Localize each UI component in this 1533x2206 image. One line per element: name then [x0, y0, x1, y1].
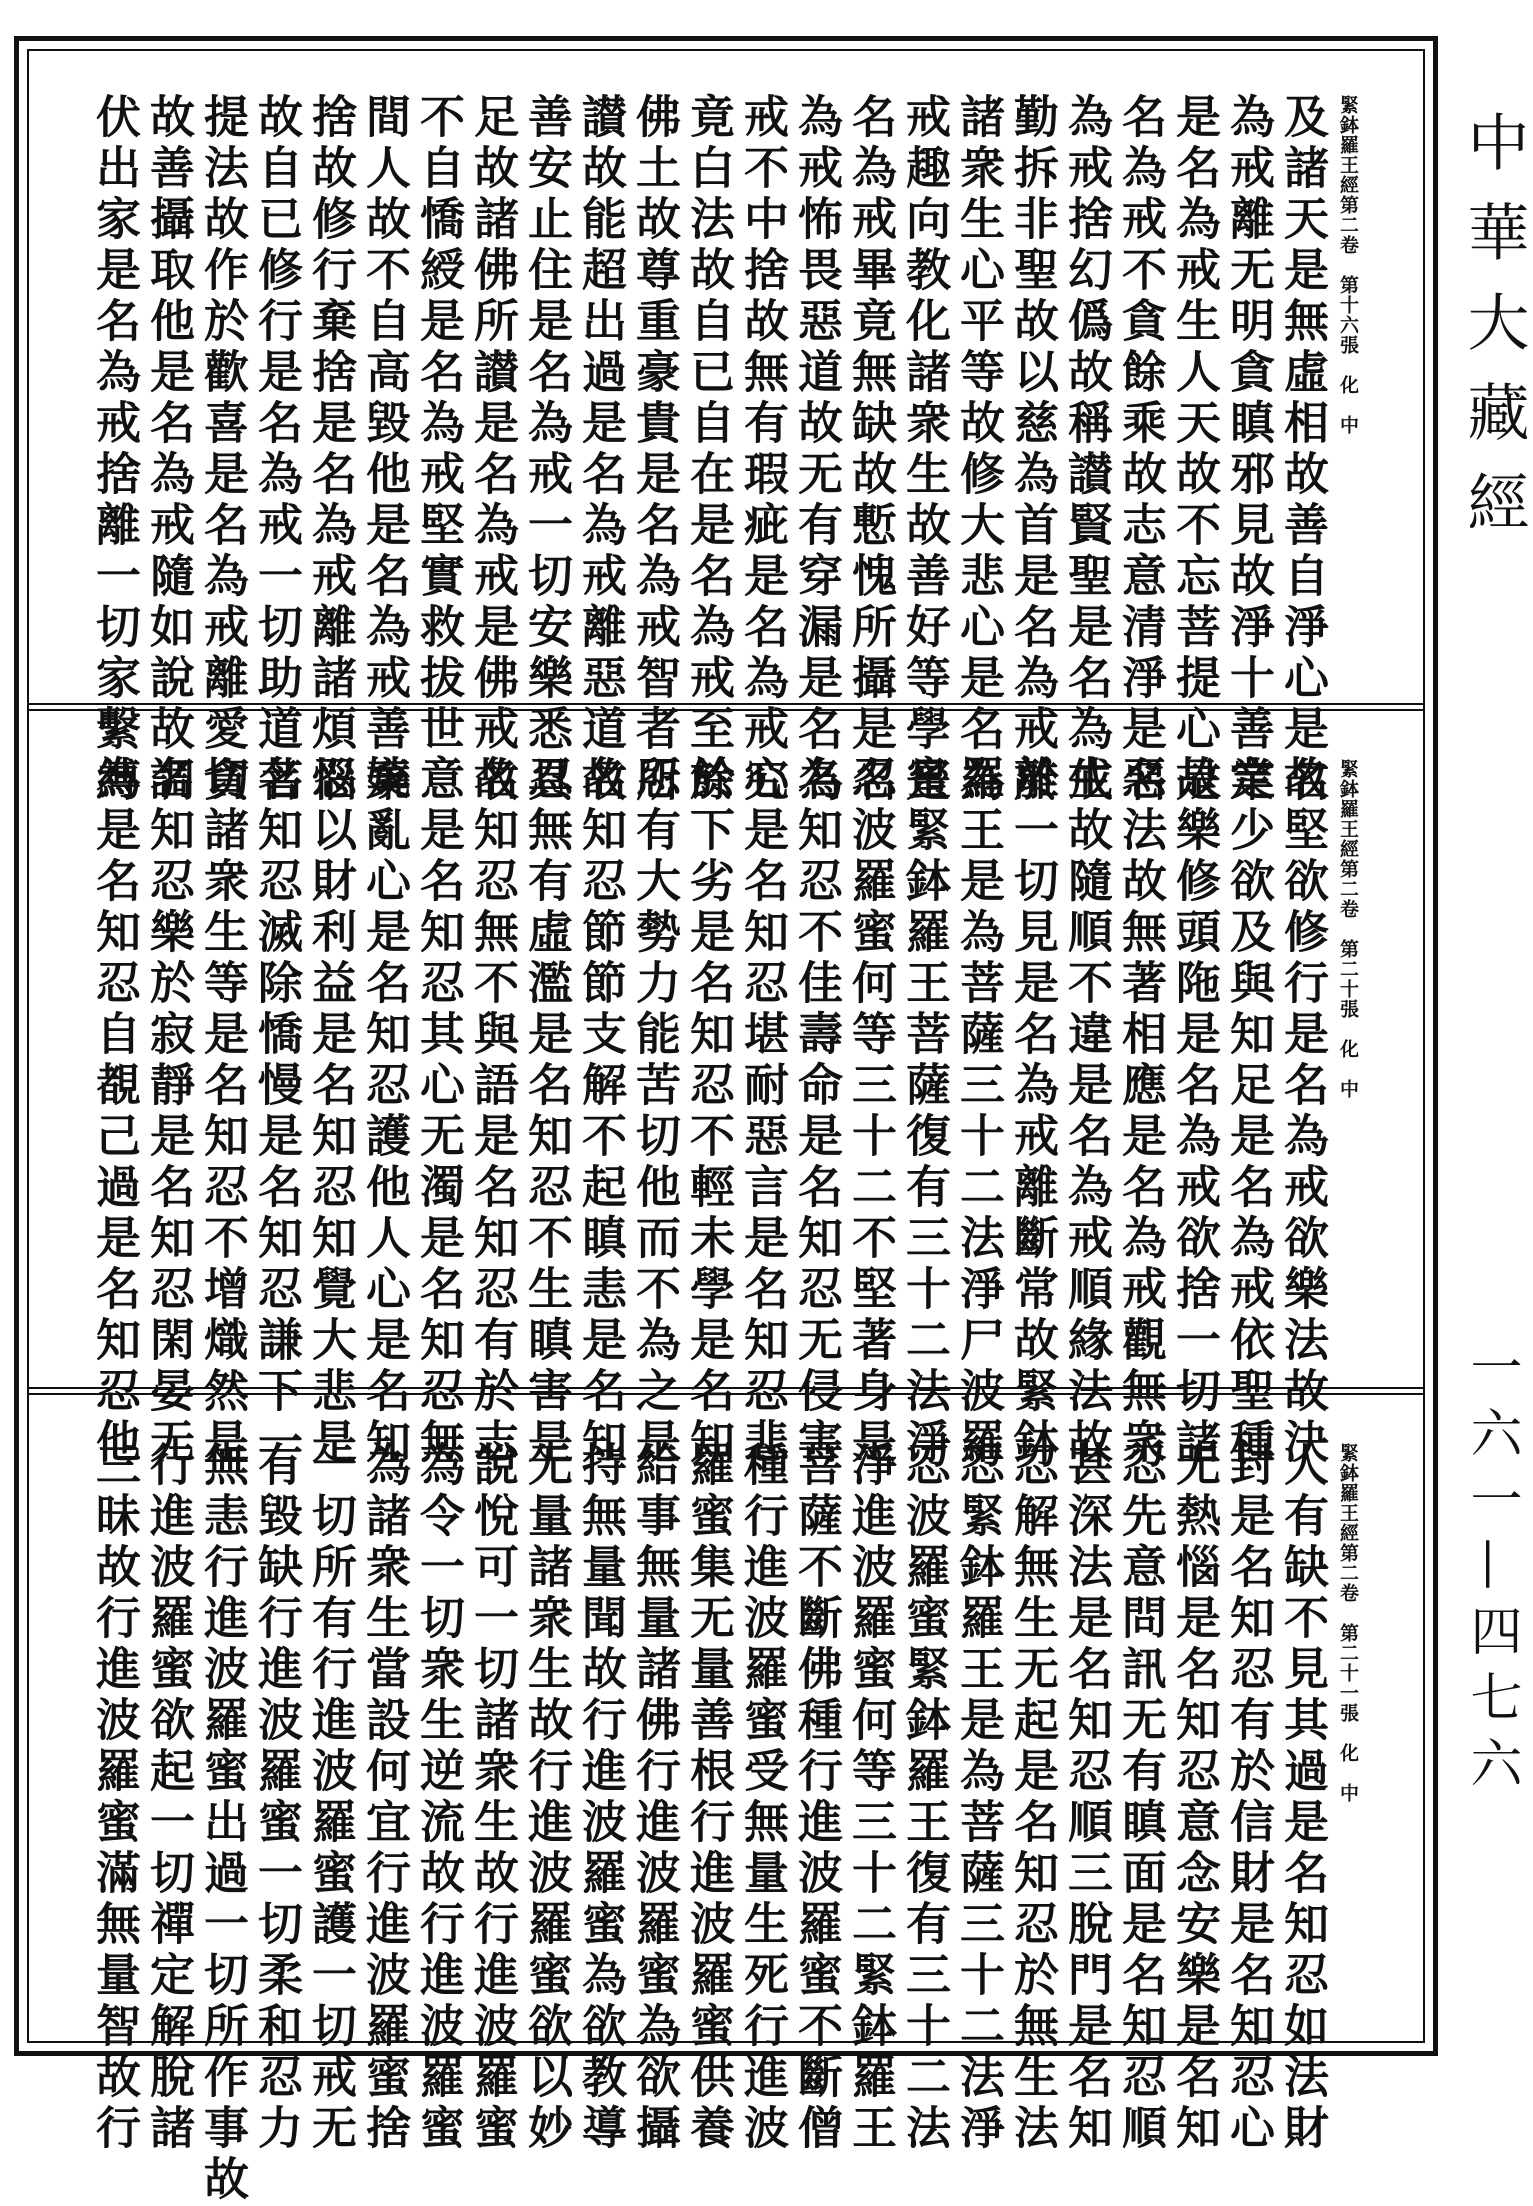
text-column: 蜜緊鉢羅王菩薩復有三十二法淨 [898, 755, 951, 1469]
panel-header-1: 緊鉢羅王經第二卷 第十六張 化 中 [1337, 95, 1359, 435]
text-panel-2 [88, 755, 1329, 1469]
text-column: 忍有大勢力能苦切他而不為之是 [628, 755, 681, 1469]
text-column: 生故隨順不違是名為戒順緣法故 [1060, 755, 1113, 1469]
text-column: 忍無有虛濫是名知忍不生瞋害是 [520, 755, 573, 1469]
text-column: 於下劣是名知忍不輕未學是名知 [682, 755, 735, 1469]
text-column: 竟白法故自已自在是名為戒至餘 [682, 93, 735, 807]
text-column: 惡法故無著相應是名為戒觀無衆 [1114, 755, 1167, 1469]
text-column: 善安止住是名為戒一切安樂悉具 [520, 93, 573, 807]
text-column: 讃故能超出過是名為戒離惡道故 [574, 93, 627, 807]
text-column: 名知忍節節支解不起瞋恚是名知 [574, 755, 627, 1469]
text-column: 戒不中捨故無有瑕疵是名為戒究 [736, 93, 789, 807]
text-column: 名知忍不佳壽命是名知忍无侵害 [790, 755, 843, 1469]
text-column: 一切所有行進波羅蜜護一切戒无 [304, 1441, 357, 2155]
text-column: 忍緊鉢羅王是為菩薩三十二法淨 [952, 1441, 1005, 2155]
text-column: 忍先意問訊无有瞋面是名知忍順 [1114, 1441, 1167, 2155]
text-column: 提法故作於歡喜是名為戒離愛貪 [196, 93, 249, 807]
text-column: 忍解無生无起是名知忍於無生法 [1006, 1441, 1059, 2155]
text-column: 人有缺不見其過是名知忍如法財 [1276, 1441, 1329, 2155]
text-column: 持無量聞故行進波羅蜜為欲教導 [574, 1441, 627, 2155]
column-group-3 [88, 1441, 1329, 2206]
page-inner-border [27, 49, 1425, 2206]
text-column: 名為戒畢竟無缺故慙愧所攝是名 [844, 93, 897, 807]
text-column: 故善攝取他是名為戒隨如說故調 [142, 93, 195, 807]
text-column: 伏出家是名為戒捨離一切家繫縛 [88, 93, 141, 807]
text-column: 足故諸佛所讃是名為戒是佛戒故 [466, 93, 519, 807]
text-column: 无熱惱是名知忍意念安樂是名知 [1168, 1441, 1221, 2155]
text-column: 為戒離无明貪瞋邪見故淨十善業 [1222, 93, 1275, 807]
text-column: 忍波羅蜜緊鉢羅王復有三十二法 [898, 1441, 951, 2155]
text-column: 佛土故尊重豪貴是名為戒智者所 [628, 93, 681, 807]
text-column: 為戒怖畏惡道故无有穿漏是名為 [790, 93, 843, 807]
text-column: 為戒捨幻僞故稱讃賢聖是名為戒 [1060, 93, 1113, 807]
text-column: 忍以財利益是名知忍知覺大悲是 [304, 755, 357, 1469]
text-column: 淨進波羅蜜何等三十二緊鉢羅王 [844, 1441, 897, 2155]
text-column: 有毀缺行進波羅蜜一切柔和忍力 [250, 1441, 303, 2155]
text-column: 無恚行進波羅蜜出過一切所作事故 [196, 1441, 249, 2206]
text-column: 捨故修行棄捨是名為戒離諸煩惱 [304, 93, 357, 807]
text-column: 嬈亂心是名知忍護他人心是名知 [358, 755, 411, 1469]
text-column: 菩薩不斷佛種行進波羅蜜不斷僧 [790, 1441, 843, 2155]
text-column: 不自憍綬是名為戒堅實救拔世 [412, 93, 465, 756]
text-column: 離一切見是名為戒離斷常故緊鉢 [1006, 755, 1059, 1469]
page-number: 一六一—四七六 [1461, 1340, 1521, 1802]
text-column: 為諸衆生當設何宜行進波羅蜜捨 [358, 1441, 411, 2155]
text-column: 故堅欲修行是名為戒欲樂法故決 [1276, 755, 1329, 1469]
text-column: 說悅可一切諸衆生故行進波羅蜜 [466, 1441, 519, 2155]
text-column: 故樂修頭陁是名為戒欲捨一切諸 [1168, 755, 1221, 1469]
text-column: 封是名知忍有於信財是名知忍心 [1222, 1441, 1275, 2155]
text-column: 羅蜜集无量善根行進波羅蜜供養 [682, 1441, 735, 2155]
text-column: 名知忍無不與語是名知忍有於志 [466, 755, 519, 1469]
text-column: 故自已修行是名為戒一切助道菩 [250, 93, 303, 807]
text-column: 无量諸衆生故行進波羅蜜欲以妙 [520, 1441, 573, 2155]
text-column: 意是名知忍其心无濁是名知忍無 [412, 755, 465, 1469]
panel-divider-1 [29, 703, 1423, 711]
text-column: 行進波羅蜜欲起一切禪定解脫諸 [142, 1441, 195, 2155]
collection-title: 中華大藏經 [1457, 110, 1530, 560]
text-column: 羅王是為菩薩三十二法淨尸波羅 [952, 755, 1005, 1469]
text-column: 為是名知忍自覩己過是名知忍他 [88, 755, 141, 1469]
text-column: 是名為戒生人天故不忘菩提心是 [1168, 93, 1221, 807]
text-column: 給事無量諸佛行進波羅蜜為欲攝 [628, 1441, 681, 2155]
text-column: 三昧故行進波羅蜜滿無量智故行 [88, 1441, 141, 2155]
text-column: 心是名知忍堪耐惡言是名知忍悲 [736, 755, 789, 1469]
panel-header-2: 緊鉢羅王經第二卷 第二十張 化 中 [1337, 759, 1359, 1099]
column-group-1 [88, 93, 1329, 807]
text-column: 名知忍滅除憍慢是名知忍謙下一 [250, 755, 303, 1469]
text-panel-1 [88, 93, 1329, 807]
text-panel-3 [88, 1441, 1329, 2206]
page-frame [14, 36, 1438, 2206]
panel-header-3: 緊鉢羅王經第二卷 第二十一張 化 中 [1337, 1443, 1359, 1803]
text-column: 定少欲及與知足是名為戒依聖種 [1222, 755, 1275, 1469]
text-column: 為令一切衆生逆流故行進波羅蜜 [412, 1441, 465, 2155]
text-column: 間人故不自高毀他是名為戒善棄 [358, 93, 411, 807]
text-column: 甚深法是名知忍順三脫門是名知 [1060, 1441, 1113, 2155]
text-column: 切諸衆生等是名知忍不增熾然是 [196, 755, 249, 1469]
text-column: 名知忍樂於寂靜是名知忍閑晏无 [142, 755, 195, 1469]
text-column: 及諸天是無虛相故善自淨心是名 [1276, 93, 1329, 807]
text-column: 勤拆非聖故以慈為首是名為戒於 [1006, 93, 1059, 807]
text-column: 諸衆生心平等故修大悲心是名為 [952, 93, 1005, 807]
text-column: 戒趣向教化諸衆生故善好等學是 [898, 93, 951, 807]
panel-divider-2 [29, 1387, 1423, 1395]
text-column: 忍波羅蜜何等三十二不堅著身是 [844, 755, 897, 1469]
text-column: 名為戒不貪餘乘故志意清淨是名 [1114, 93, 1167, 807]
column-group-2 [88, 755, 1329, 1469]
text-column: 種行進波羅蜜受無量生死行進波 [736, 1441, 789, 2155]
